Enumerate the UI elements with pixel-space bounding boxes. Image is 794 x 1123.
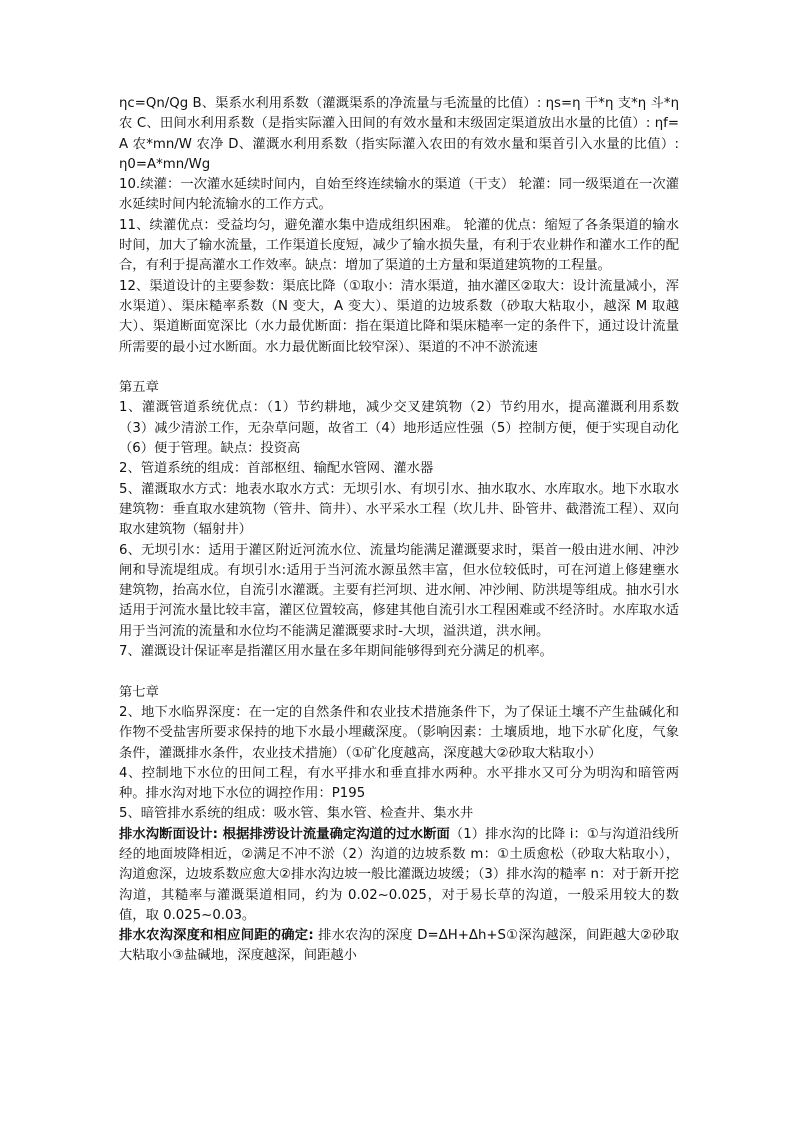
paragraph-critical-groundwater-depth: 2、地下水临界深度：在一定的自然条件和农业技术措施条件下，为了保证土壤不产生盐碱化和作物不受盐害所要求保持的地下水最小埋藏深度。（影响因素：土壤质地，地下水矿化度，气象条件，灌溉排水条件，农业技术措施）（①矿化度越高，深度越大②砂取大粘取小） (119, 704, 679, 761)
paragraph-pipe-system-advantages: 1、灌溉管道系统优点：（1）节约耕地，减少交叉建筑物（2）节约用水，提高灌溉利用系数（3）减少清淤工作，无杂草问题，故省工（4）地形适应性强（5）控制方便，便于实现自动化（6）便于管理。缺点：投资高 (119, 400, 679, 457)
document-body (119, 94, 679, 967)
paragraph-dam-free-intake: 6、无坝引水：适用于灌区附近河流水位、流量均能满足灌溉要求时，渠首一般由进水闸、冲沙闸和导流堤组成。有坝引水:适用于当河流水源虽然丰富，但水位较低时，可在河道上修建壅水建筑物，抬高水位，自流引水灌溉。主要有拦河坝、进水闸、冲沙闸、防洪堤等组成。抽水引水适用于河流水量比较丰富，灌区位置较高，修建其他自流引水工程困难或不经济时。水库取水适用于当河流的流量和水位均不能满足灌溉要求时-大坝，溢洪道，洪水闸。 (119, 542, 679, 639)
paragraph-pipe-system-composition: 2、管道系统的组成：首部枢纽、输配水管网、灌水器 (119, 461, 434, 477)
paragraph-water-intake-methods: 5、灌溉取水方式：地表水取水方式：无坝引水、有坝引水、抽水取水、水库取水。地下水取水建筑物：垂直取水建筑物（管井、筒井）、水平采水工程（坎儿井、卧管井、截潜流工程）、双向取水建筑物（辐射井） (119, 481, 679, 538)
spacer (119, 662, 679, 682)
paragraph-drain-depth-spacing (119, 926, 679, 967)
paragraph-subsurface-drainage: 5、暗管排水系统的组成：吸水管、集水管、检查井、集水井 (119, 806, 474, 822)
drain-section-design-lead: 排水沟断面设计: 根据排涝设计流量确定沟道的过水断面 (119, 826, 450, 842)
paragraph-groundwater-control: 4、控制地下水位的田间工程，有水平排水和垂直排水两种。水平排水又可分为明沟和暗管两种。排水沟对地下水位的调控作用：P195 (119, 765, 679, 802)
spacer (119, 358, 679, 378)
paragraph-design-guarantee-rate: 7、灌溉设计保证率是指灌区用水量在多年期间能够得到充分满足的机率。 (119, 644, 553, 660)
chapter-7-heading: 第七章 (119, 684, 159, 700)
paragraph-irrigation-advantages: 11、续灌优点：受益均匀，避免灌水集中造成组织困难。 轮灌的优点：缩短了各条渠道的输水时间，加大了输水流量，工作渠道长度短，减少了输水损失量，有利于农业耕作和灌水工作的配合，有利于提高灌水工作效率。缺点：增加了渠道的土方量和渠道建筑物的工程量。 (119, 217, 679, 274)
drain-section-design-text: （1）排水沟的比降 i：①与沟道沿线所经的地面坡降相近，②满足不冲不淤（2）沟道的边坡系数 m：①土质愈松（砂取大粘取小），沟道愈深，边坡系数应愈大②排水沟边坡一般比灌溉边坡缓；（3）排水沟的糙率 n：对于新开挖沟道，其糙率与灌溉渠道相同，约为 0.02~0.025，对于易长草的沟道，一般采用较大的数值，取 0.025~0.03。 (119, 826, 679, 923)
drain-depth-spacing-lead: 排水农沟深度和相应间距的确定: (119, 928, 314, 944)
paragraph-continuous-irrigation: 10.续灌：一次灌水延续时间内，自始至终连续输水的渠道（干支） 轮灌：同一级渠道在一次灌水延续时间内轮流输水的工作方式。 (119, 177, 679, 213)
chapter-5-heading: 第五章 (119, 380, 159, 396)
drain-depth-spacing-text: 排水农沟的深度 D=ΔH+Δh+S①深沟越深，间距越大②砂取大粘取小③盐碱地，深度越深，间距越小 (119, 928, 679, 964)
paragraph-drain-section-design (119, 825, 679, 926)
paragraph-water-use-coefficients: ηc=Qn/Qg B、渠系水利用系数（灌溉渠系的净流量与毛流量的比值）: ηs=η 干*η 支*η 斗*η 农 C、田间水利用系数（是指实际灌入田间的有效水量和末级固定渠道放出水量的比值）: ηf=A 农*mn/W 农净 D、灌溉水利用系数（指实际灌入农田的有效水量和渠首引入水量的比值）: η0=A*mn/Wg (119, 96, 679, 172)
paragraph-canal-design-parameters: 12、渠道设计的主要参数：渠底比降（①取小：清水渠道，抽水灌区②取大：设计流量减小，浑水渠道）、渠床糙率系数（N 变大，A 变大）、渠道的边坡系数（砂取大粘取小，越深 M 取越大）、渠道断面宽深比（水力最优断面：指在渠道比降和渠床糙率一定的条件下，通过设计流量所需要的最小过水断面。水力最优断面比较窄深）、渠道的不冲不淤流速 (119, 278, 679, 355)
